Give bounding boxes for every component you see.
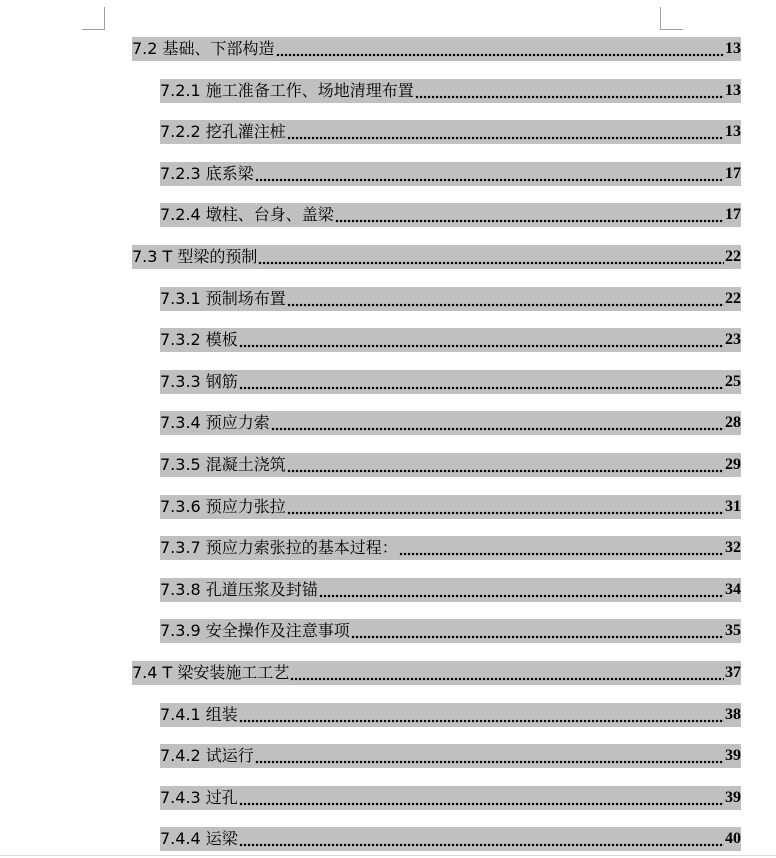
toc-dot-leader [271,414,724,432]
toc-entry-page-number: 25 [725,373,741,390]
toc-entry[interactable] [160,453,741,477]
toc-entry-page-number: 39 [725,747,741,764]
toc-entry-page-number: 34 [725,581,741,598]
toc-entry-title: 7.3 T 型梁的预制 [132,247,258,266]
toc-entry-page-number: 13 [725,82,741,99]
toc-entry-title: 7.2.1 施工准备工作、场地清理布置 [160,81,414,100]
toc-dot-leader [239,331,724,349]
toc-dot-leader [335,206,724,224]
toc-entry-title: 7.4 T 梁安装施工工艺 [132,663,290,682]
toc-entry-title: 7.3.9 安全操作及注意事项 [160,621,350,640]
toc-dot-leader [399,539,724,557]
toc-entry-page-number: 17 [725,206,741,223]
toc-entry-page-number: 37 [725,664,741,681]
toc-entry-title: 7.2.2 挖孔灌注桩 [160,122,286,141]
toc-dot-leader [239,830,724,848]
toc-entry-page-number: 39 [725,789,741,806]
toc-entry[interactable] [160,495,741,519]
toc-entry-title: 7.3.5 混凝土浇筑 [160,455,286,474]
page-corner-mark-top-right [660,7,683,30]
toc-entry[interactable] [160,703,741,727]
toc-dot-leader [255,747,724,765]
toc-entry-title: 7.3.6 预应力张拉 [160,497,286,516]
toc-entry[interactable] [160,827,741,851]
toc-dot-leader [287,290,724,308]
toc-entry-page-number: 35 [725,622,741,639]
toc-entry-page-number: 32 [725,539,741,556]
toc-dot-leader [276,40,724,58]
toc-entry-page-number: 22 [725,290,741,307]
toc-entry-page-number: 22 [725,248,741,265]
toc-entry[interactable] [160,328,741,352]
toc-entry-title: 7.2.3 底系梁 [160,164,254,183]
toc-entry[interactable] [132,245,741,269]
toc-entry-title: 7.3.3 钢筋 [160,372,238,391]
toc-dot-leader [239,706,724,724]
toc-entry-page-number: 38 [725,706,741,723]
toc-entry[interactable] [160,162,741,186]
toc-entry-page-number: 28 [725,414,741,431]
toc-entry[interactable] [132,37,741,61]
toc-dot-leader [258,248,724,266]
toc-dot-leader [415,82,724,100]
toc-entry-title: 7.2 基础、下部构造 [132,39,275,58]
toc-entry-title: 7.2.4 墩柱、台身、盖梁 [160,205,334,224]
toc-dot-leader [287,123,724,141]
toc-entry-title: 7.3.4 预应力索 [160,413,270,432]
toc-entry[interactable] [160,203,741,227]
toc-entry-title: 7.4.4 运梁 [160,829,238,848]
toc-entry[interactable] [160,786,741,810]
toc-entry-title: 7.3.2 模板 [160,330,238,349]
page-bottom-border [0,855,776,856]
toc-entry-title: 7.4.2 试运行 [160,746,254,765]
toc-dot-leader [290,664,724,682]
toc-dot-leader [287,498,724,516]
toc-entry-page-number: 31 [725,498,741,515]
toc-entry-page-number: 40 [725,830,741,847]
toc-entry-title: 7.3.7 预应力索张拉的基本过程： [160,538,398,557]
toc-entry-title: 7.4.3 过孔 [160,788,238,807]
toc-entry-page-number: 29 [725,456,741,473]
toc-entry[interactable] [160,744,741,768]
page-corner-mark-top-left [82,7,105,30]
toc-entry[interactable] [160,578,741,602]
toc-entry-page-number: 17 [725,165,741,182]
toc-entry-title: 7.3.8 孔道压浆及封锚 [160,580,318,599]
toc-dot-leader [239,789,724,807]
toc-entry-page-number: 13 [725,123,741,140]
toc-entry[interactable] [160,287,741,311]
toc-entry[interactable] [132,661,741,685]
toc-entry[interactable] [160,370,741,394]
toc-dot-leader [351,622,724,640]
toc-entry-title: 7.4.1 组装 [160,705,238,724]
toc-entry[interactable] [160,411,741,435]
toc-dot-leader [239,373,724,391]
toc-dot-leader [319,581,724,599]
toc-entry[interactable] [160,619,741,643]
toc-dot-leader [287,456,724,474]
toc-entry[interactable] [160,536,741,560]
toc-entry-page-number: 13 [725,40,741,57]
toc-entry[interactable] [160,120,741,144]
toc-entry-page-number: 23 [725,331,741,348]
toc-entry-title: 7.3.1 预制场布置 [160,289,286,308]
toc-dot-leader [255,165,724,183]
toc-entry[interactable] [160,79,741,103]
